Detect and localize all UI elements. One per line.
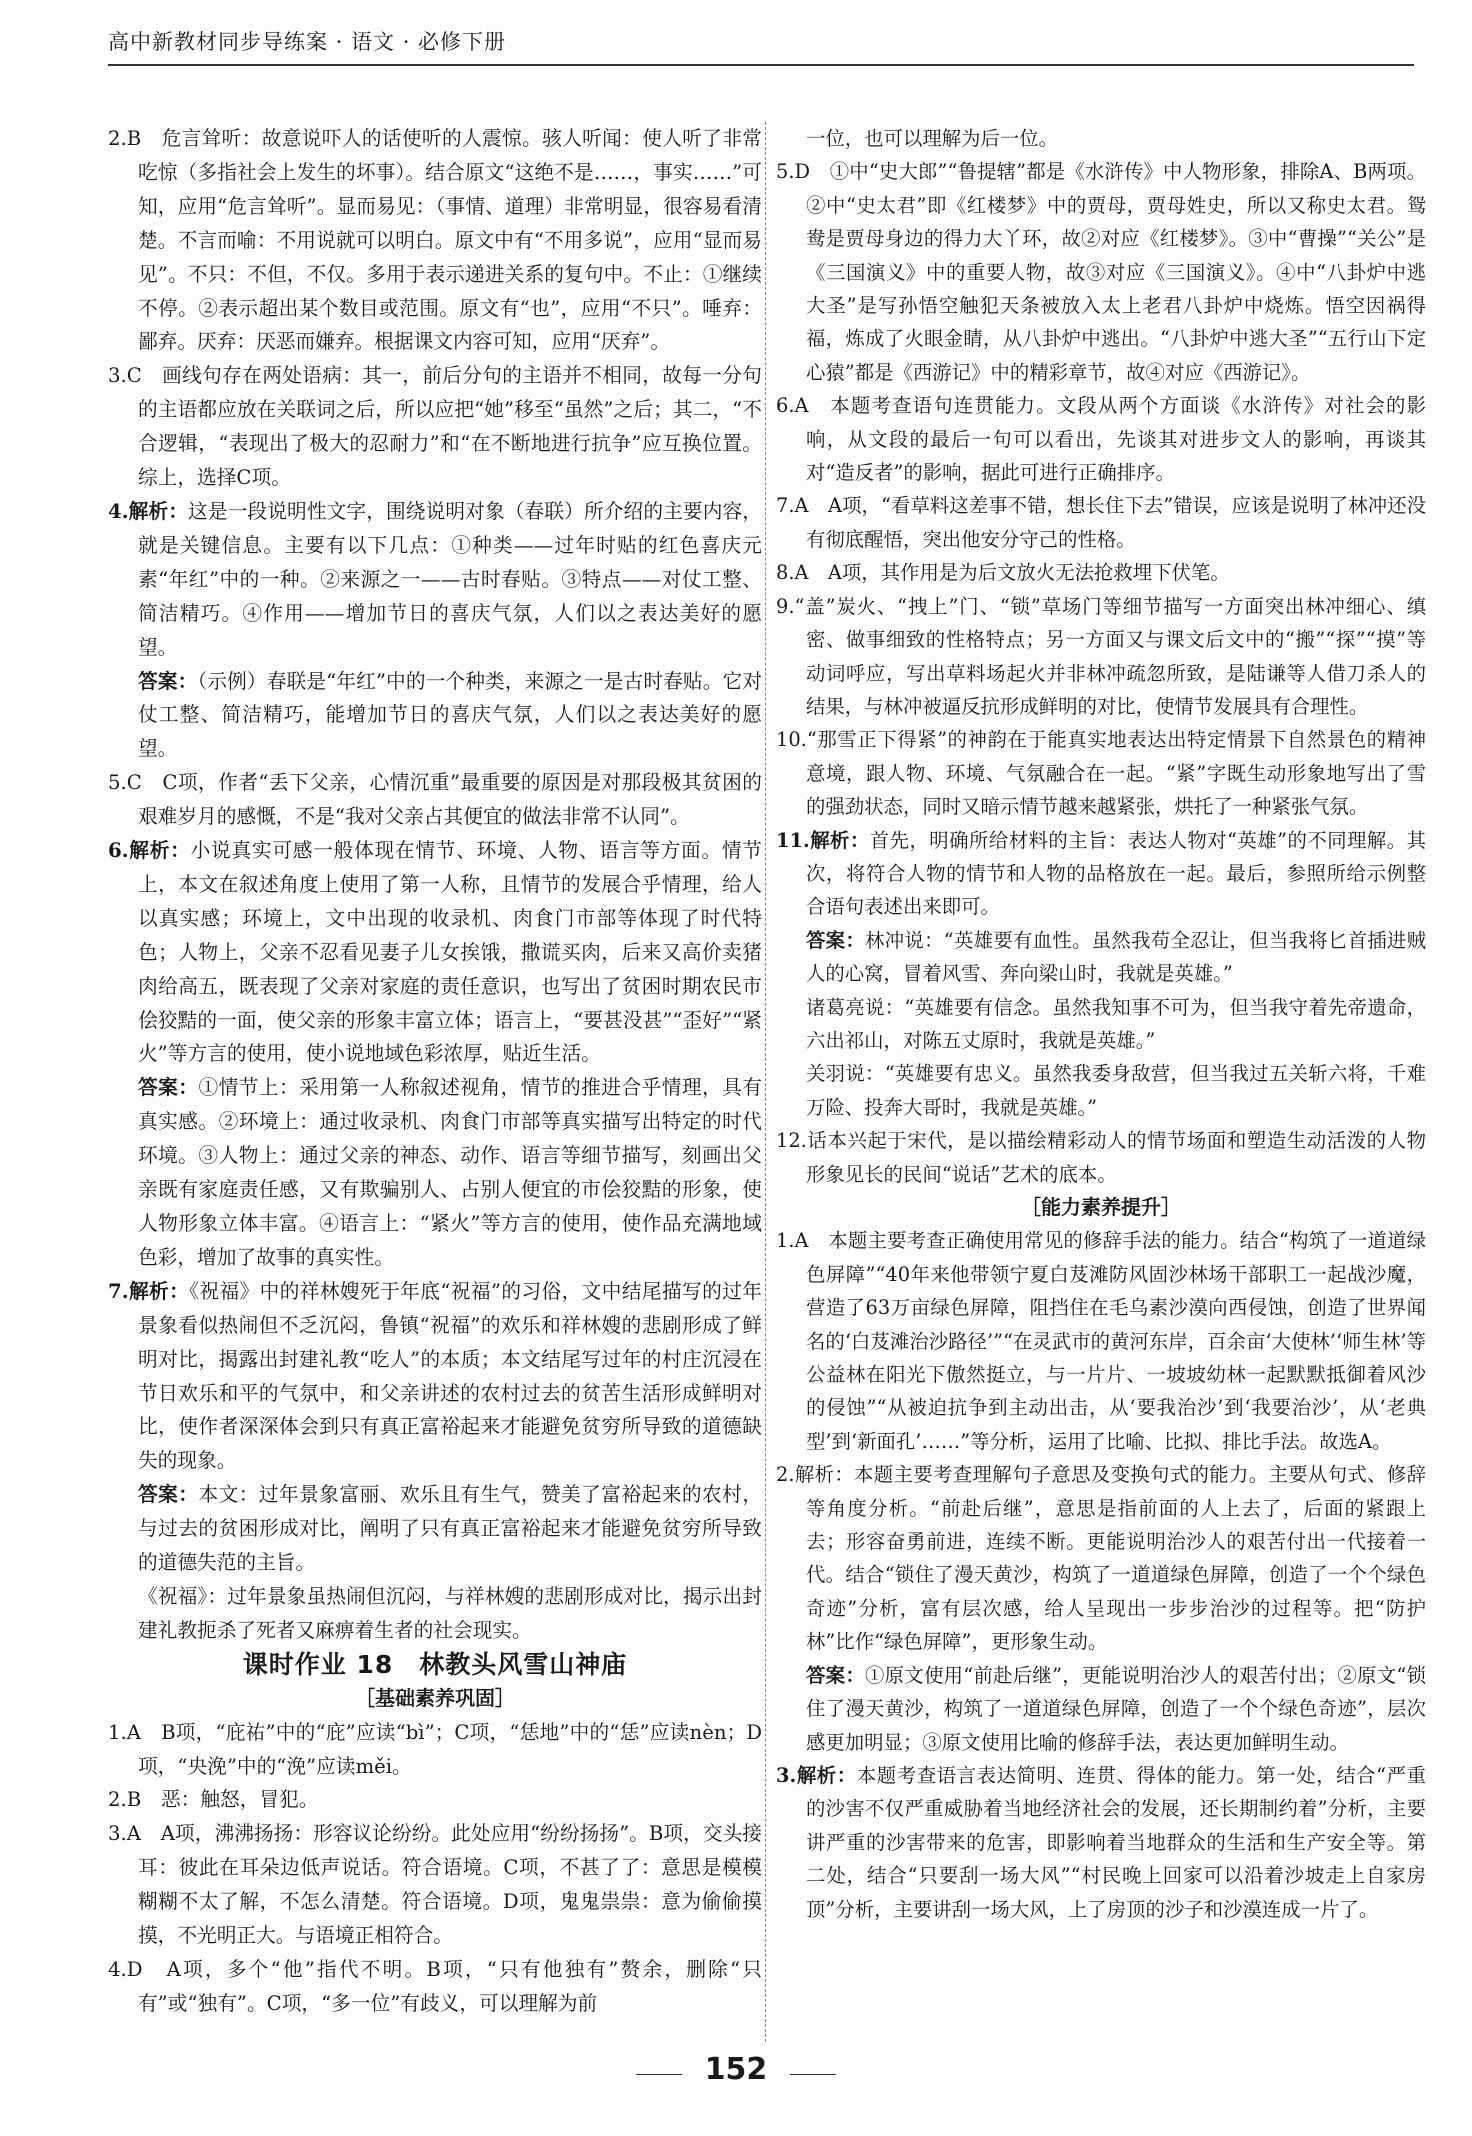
answer-detail	[776, 122, 1426, 155]
section-heading	[108, 1682, 762, 1716]
paragraph-text: 林冲说：“英雄要有血性。虽然我苟全忍让，但当我将匕首插进贼人的心窝，冒着风雪、奔向梁山时，我就是英雄。”	[806, 928, 1426, 986]
paragraph-text: 8.A A项，其作用是为后文放火无法抢救埋下伏笔。	[776, 561, 1230, 585]
running-header: 高中新教材同步导练案 · 语文 · 必修下册	[108, 30, 507, 54]
answer-label: 7.解析：	[108, 1279, 190, 1303]
paragraph-text: 本文：过年景象富丽、欢乐且有生气，赞美了富裕起来的农村，与过去的贫困形成对比，阐明了只有真正富裕起来才能避免贫穷所导致的道德失范的主旨。	[138, 1483, 763, 1575]
paragraph-text: 4.D A项，多个“他”指代不明。B项，“只有他独有”赘余，删除“只有”或“独有”。C项，“多一位”有歧义，可以理解为前	[108, 1957, 762, 2015]
paragraph-text: 1.A 本题主要考查正确使用常见的修辞手法的能力。结合“构筑了一道道绿色屏障”“40年来他带领宁夏白芨滩防风固沙林场干部职工一起战沙魔，营造了63万亩绿色屏障，阻挡住在毛乌素沙漠向西侵蚀，创造了世界闻名的‘白芨滩治沙路径’”“在灵武市的黄河东岸，百余亩‘大使林’‘师生林’等公益林在阳光下傲然挺立，与一片片、一坡坡幼林一起默默抵御着风沙的侵蚀”“从被迫抗争到主动出击，从‘要我治沙’到‘我要治沙’，从‘老典型’到‘新面孔’……”等分析，运用了比喻、比拟、排比手法。故选A。	[776, 1229, 1426, 1453]
answer-item	[108, 1716, 762, 1784]
answer-detail	[776, 1057, 1426, 1124]
answer-item	[108, 766, 762, 834]
answer-detail	[108, 1478, 762, 1580]
paragraph-text: 10.“那雪正下得紧”的神韵在于能真实地表达出特定情景下自然景色的精神意境，跟人物、环境、气氛融合在一起。“紧”字既生动形象地写出了雪的强劲状态，同时又暗示情节越来越紧张，烘托了一种紧张气氛。	[776, 728, 1426, 819]
answer-item	[108, 1275, 762, 1478]
paragraph-text: 5.C C项，作者“丢下父亲，心情沉重”最重要的原因是对那段极其贫困的艰难岁月的感慨，不是“我对父亲占其便宜的做法非常不认同”。	[108, 771, 762, 829]
answer-label: 答案：	[138, 1076, 199, 1100]
answer-label: 3.解析：	[776, 1763, 857, 1787]
answer-item	[108, 359, 762, 495]
paragraph-text: 《祝福》中的祥林嫂死于年底“祝福”的习俗，文中结尾描写的过年景象看似热闹但不乏沉闷，鲁镇“祝福”的欢乐和祥林嫂的悲剧形成了鲜明对比，揭露出封建礼教“吃人”的本质；本文结尾写过年的村庄沉浸在节日欢乐和平的气氛中，和父亲讲述的农村过去的贫苦生活形成鲜明对比，使作者深深体会到只有真正富裕起来才能避免贫穷所导致的道德缺失的现象。	[138, 1279, 762, 1473]
paragraph-text: 这是一段说明性文字，围绕说明对象（春联）所介绍的主要内容，就是关键信息。主要有以下几点：①种类——过年时贴的红色喜庆元素“年红”中的一种。②来源之一——古时春贴。③特点——对仗工整、简洁精巧。④作用——增加节日的喜庆气氛，人们以之表达美好的愿望。	[138, 499, 762, 659]
answer-item	[776, 824, 1426, 924]
paragraph-text: 7.A A项，“看草料这差事不错，想长住下去”错误，应该是说明了林冲还没有彻底醒悟，突出他安分守己的性格。	[776, 494, 1426, 551]
page-footer	[0, 2052, 1472, 2087]
paragraph-text: ［基础素养巩固］	[355, 1685, 515, 1710]
paragraph-text: 3.C 画线句存在两处语病：其一，前后分句的主语并不相同，故每一分句的主语都应放在关联词之后，所以应把“她”移至“虽然”之后；其二，“不合逻辑，“表现出了极大的忍耐力”和“在不断地进行抗争”应互换位置。综上，选择C项。	[108, 364, 762, 490]
answer-detail	[776, 924, 1426, 991]
answer-item	[776, 1458, 1426, 1658]
answer-item	[776, 389, 1426, 489]
paragraph-text: ①原文使用“前赴后继”，更能说明治沙人的艰苦付出；②原文“锁住了漫天黄沙，构筑了一道道绿色屏障，创造了一个个绿色奇迹”，层次感更加明显；③原文使用比喻的修辞手法，表达更加鲜明生动。	[806, 1663, 1427, 1754]
answer-item	[108, 834, 762, 1071]
answer-item	[108, 1783, 762, 1817]
answer-label: 4.解析：	[108, 499, 189, 523]
answer-detail	[776, 991, 1426, 1058]
paragraph-text: 9.“盖”炭火、“拽上”门、“锁”草场门等细节描写一方面突出林冲细心、缜密、做事细致的性格特点；另一方面又与课文后文中的“搬”“探”“摸”等动词呼应，写出草料场起火并非林冲疏忽所致，是陆谦等人借刀杀人的结果，与林冲被逼反抗形成鲜明的对比，使情节发展具有合理性。	[776, 594, 1426, 718]
answer-detail	[776, 1659, 1426, 1759]
paragraph-text: ［能力素养提升］	[1021, 1195, 1181, 1219]
paragraph-text: 6.A 本题考查语句连贯能力。文段从两个方面谈《水浒传》对社会的影响，从文段的最后一句可以看出，先谈其对进步文人的影响，再谈其对“造反者”的影响，据此可进行正确排序。	[776, 394, 1426, 485]
header-rule	[108, 64, 1414, 66]
page-number: 152	[704, 2052, 768, 2087]
footer-dash-left	[636, 2074, 682, 2075]
answer-label: 答案：	[806, 1663, 865, 1687]
paragraph-text: 3.A A项，沸沸扬扬：形容议论纷纷。此处应用“纷纷扬扬”。B项，交头接耳：彼此在耳朵边低声说话。符合语境。C项，不甚了了：意思是模模糊糊不太了解，不怎么清楚。符合语境。D项，鬼鬼祟祟：意为偷偷摸摸，不光明正大。与语境正相符合。	[108, 1822, 762, 1948]
answer-label: 11.解析：	[776, 828, 870, 852]
paragraph-text: 关羽说：“英雄要有忠义。虽然我委身敌营，但当我过五关斩六将，千难万险、投奔大哥时，我就是英雄。”	[806, 1062, 1426, 1119]
answer-label: 6.解析：	[108, 839, 191, 863]
answer-item	[776, 723, 1426, 823]
section-heading	[776, 1191, 1426, 1224]
answer-item	[776, 590, 1426, 724]
paragraph-text: 小说真实可感一般体现在情节、环境、人物、语言等方面。情节上，本文在叙述角度上使用了第一人称，且情节的发展合乎情理，给人以真实感；环境上，文中出现的收录机、肉食门市部等体现了时代特色；人物上，父亲不忍看见妻子儿女挨饿，撒谎买肉，后来又高价卖猪肉给高五，既表现了父亲对家庭的责任意识，也写出了贫困时期农民市侩狡黠的一面，使父亲的形象丰富立体；语言上，“要甚没甚”“歪好”“紧火”等方言的使用，使小说地域色彩浓厚，贴近生活。	[138, 839, 762, 1066]
answer-item	[776, 489, 1426, 556]
column-divider	[765, 122, 766, 2042]
answer-label: 答案：	[806, 928, 866, 952]
paragraph-text: 首先，明确所给材料的主旨：表达人物对“英雄”的不同理解。其次，将符合人物的情节和人物的品格放在一起。最后，参照所给示例整合语句表述出来即可。	[806, 828, 1426, 919]
paragraph-text: 课时作业 18 林教头风雪山神庙	[242, 1649, 628, 1679]
answer-label: 答案：	[138, 1483, 199, 1507]
paragraph-text: （示例）春联是“年红”中的一个种类，来源之一是古时春贴。它对仗工整、简洁精巧，能增加节日的喜庆气氛，人们以之表达美好的愿望。	[138, 669, 763, 761]
answer-item	[776, 1124, 1426, 1191]
answer-item	[776, 1759, 1426, 1926]
paragraph-text: 1.A B项，“庇祐”中的“庇”应读“bì”；C项，“恁地”中的“恁”应读nèn；D项，“央浼”中的“浼”应读měi。	[108, 1720, 762, 1778]
answer-detail	[108, 665, 762, 767]
paragraph-text: ①情节上：采用第一人称叙述视角，情节的推进合乎情理，具有真实感。②环境上：通过收录机、肉食门市部等真实描写出特定的时代环境。③人物上：通过父亲的神态、动作、语言等细节描写，刻画出父亲既有家庭责任感，又有欺骗别人、占别人便宜的市侩狡黠的形象，使人物形象立体丰富。④语言上：“紧火”等方言的使用，使作品充满地域色彩，增加了故事的真实性。	[138, 1076, 763, 1269]
answer-item	[776, 155, 1426, 389]
paragraph-text: 本题考查语言表达简明、连贯、得体的能力。第一处，结合“严重的沙害不仅严重威胁着当地经济社会的发展，还长期制约着”分析，主要讲严重的沙害带来的危害，即影响着当地群众的生活和生产安全等。第二处，结合“只要刮一场大风”“村民晚上回家可以沿着沙坡走上自家房顶”分析，主要讲刮一场大风，上了房顶的沙子和沙漠连成一片了。	[806, 1763, 1426, 1921]
answer-item	[108, 1953, 762, 2021]
answer-detail	[108, 1071, 762, 1274]
paragraph-text: 一位，也可以理解为后一位。	[806, 127, 1059, 150]
footer-dash-right	[790, 2074, 836, 2075]
answer-item	[108, 1817, 762, 1953]
right-column	[776, 122, 1426, 1926]
answer-item	[108, 122, 762, 359]
lesson-title	[108, 1648, 762, 1682]
paragraph-text: 2.B 恶：触怒，冒犯。	[108, 1788, 319, 1812]
answer-item	[776, 556, 1426, 589]
left-column	[108, 122, 762, 2021]
paragraph-text: 2.B 危言耸听：故意说吓人的话使听的人震惊。骇人听闻：使人听了非常吃惊（多指社会上发生的坏事）。结合原文“这绝不是……，事实……”可知，应用“危言耸听”。显而易见：（事情、道理）非常明显，很容易看清楚。不言而喻：不用说就可以明白。原文中有“不用多说”，应用“显而易见”。不只：不但，不仅。多用于表示递进关系的复句中。不止：①继续不停。②表示超出某个数目或范围。原文有“也”，应用“不只”。唾弃：鄙弃。厌弃：厌恶而嫌弃。根据课文内容可知，应用“厌弃”。	[108, 127, 762, 354]
answer-detail	[108, 1580, 762, 1648]
answer-item	[776, 1224, 1426, 1458]
answer-item	[108, 495, 762, 665]
paragraph-text: 诸葛亮说：“英雄要有信念。虽然我知事不可为，但当我守着先帝遗命，六出祁山，对陈五丈原时，我就是英雄。”	[806, 995, 1426, 1052]
paragraph-text: 2.解析：本题主要考查理解句子意思及变换句式的能力。主要从句式、修辞等角度分析。“前赴后继”，意思是指前面的人上去了，后面的紧跟上去；形容奋勇前进，连续不断。更能说明治沙人的艰苦付出一代接着一代。结合“锁住了漫天黄沙，构筑了一道道绿色屏障，创造了一个个绿色奇迹”分析，富有层次感，给人呈现出一步步治沙的过程等。把“防护林”比作“绿色屏障”，更形象生动。	[776, 1463, 1426, 1654]
paragraph-text: 《祝福》：过年景象虽热闹但沉闷，与祥林嫂的悲剧形成对比，揭示出封建礼教扼杀了死者又麻痹着生者的社会现实。	[138, 1584, 762, 1642]
paragraph-text: 5.D ①中“史大郎”“鲁提辖”都是《水浒传》中人物形象，排除A、B两项。②中“史太君”即《红楼梦》中的贾母，贾母姓史，所以又称史太君。鸳鸯是贾母身边的得力大丫环，故②对应《红楼梦》。③中“曹操”“关公”是《三国演义》中的重要人物，故③对应《三国演义》。④中“八卦炉中逃大圣”是写孙悟空触犯天条被放入太上老君八卦炉中烧炼。悟空因祸得福，炼成了火眼金睛，从八卦炉中逃出。“八卦炉中逃大圣”“五行山下定心猿”都是《西游记》中的精彩章节，故④对应《西游记》。	[776, 160, 1426, 384]
answer-label: 答案：	[138, 669, 198, 693]
paragraph-text: 12.话本兴起于宋代，是以描绘精彩动人的情节场面和塑造生动活泼的人物形象见长的民间“说话”艺术的底本。	[776, 1129, 1426, 1186]
